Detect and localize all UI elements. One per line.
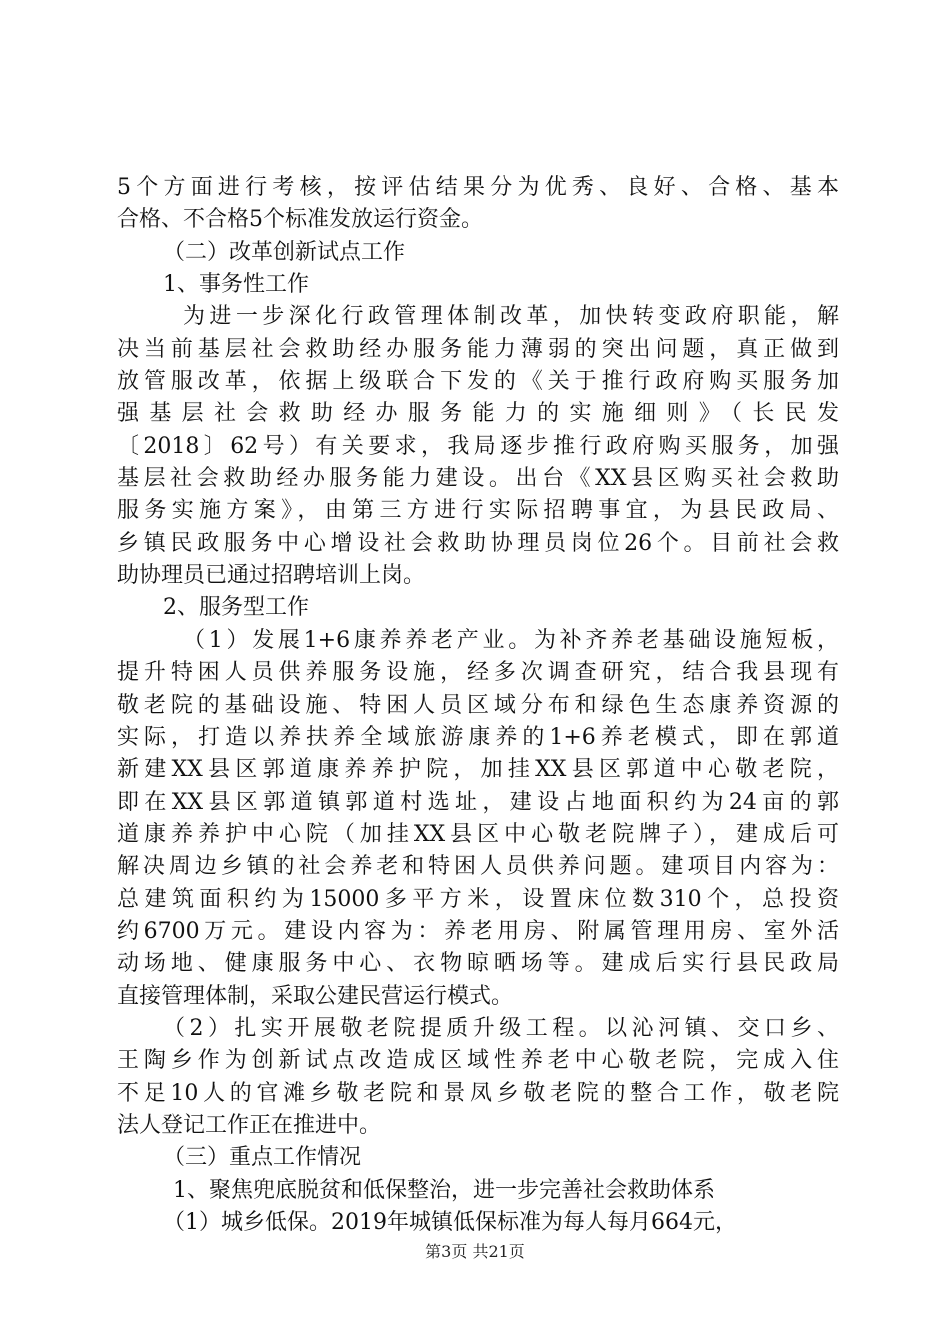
text-line: 动场地、健康服务中心、衣物晾晒场等。建成后实行县民政局 — [117, 951, 839, 977]
text-line: 助协理员已通过招聘培训上岗。 — [117, 563, 426, 589]
text-line: 总建筑面积约为15000多平方米，设置床位数310个，总投资 — [117, 886, 839, 912]
document-body — [117, 172, 839, 1239]
text-line: 不足10人的官滩乡敬老院和景凤乡敬老院的整合工作，敬老院 — [117, 1080, 839, 1106]
text-line: 法人登记工作正在推进中。 — [117, 1112, 382, 1138]
text-line: （2）扎实开展敬老院提质升级工程。以沁河镇、交口乡、 — [163, 1015, 839, 1041]
text-line: 决当前基层社会救助经办服务能力薄弱的突出问题，真正做到 — [117, 336, 839, 362]
text-line: （1）城乡低保。2019年城镇低保标准为每人每月664元， — [163, 1210, 737, 1235]
text-line: 基层社会救助经办服务能力建设。出台《XX县区购买社会救助 — [117, 466, 839, 492]
text-line: 合格、不合格5个标准发放运行资金。 — [117, 207, 483, 233]
section-heading: （三）重点工作情况 — [163, 1145, 362, 1171]
text-line: 〔2018〕62号）有关要求，我局逐步推行政府购买服务，加强 — [117, 433, 839, 459]
text-line: 道康养养护中心院（加挂XX县区中心敬老院牌子），建成后可 — [117, 821, 839, 847]
text-line: 约6700万元。建设内容为：养老用房、附属管理用房、室外活 — [117, 918, 839, 944]
text-line: 乡镇民政服务中心增设社会救助协理员岗位26个。目前社会救 — [117, 530, 839, 556]
subsection-heading: 1、事务性工作 — [163, 272, 309, 298]
subsection-heading: 2、服务型工作 — [163, 595, 309, 621]
subsection-heading: 1、聚焦兜底脱贫和低保整治，进一步完善社会救助体系 — [173, 1177, 715, 1203]
text-line: 提升特困人员供养服务设施，经多次调查研究，结合我县现有 — [117, 660, 839, 686]
text-line: （1）发展1+6康养养老产业。为补齐养老基础设施短板， — [183, 627, 839, 653]
section-heading: （二）改革创新试点工作 — [163, 239, 406, 265]
text-line: 解决周边乡镇的社会养老和特困人员供养问题。建项目内容为： — [117, 854, 839, 880]
text-line: 直接管理体制，采取公建民营运行模式。 — [117, 983, 514, 1009]
text-line: 王陶乡作为创新试点改造成区域性养老中心敬老院，完成入住 — [117, 1048, 839, 1074]
text-line: 即在XX县区郭道镇郭道村选址，建设占地面积约为24亩的郭 — [117, 789, 839, 815]
text-line: 新建XX县区郭道康养养护院，加挂XX县区郭道中心敬老院， — [117, 757, 839, 783]
text-line: 服务实施方案》，由第三方进行实际招聘事宜，为县民政局、 — [117, 498, 839, 524]
text-line: 强基层社会救助经办服务能力的实施细则》（长民发 — [117, 401, 839, 427]
text-line: 为进一步深化行政管理体制改革，加快转变政府职能，解 — [183, 304, 839, 330]
text-line: 实际，打造以养扶养全域旅游康养的1+6养老模式，即在郭道 — [117, 724, 839, 750]
text-line: 放管服改革，依据上级联合下发的《关于推行政府购买服务加 — [117, 369, 839, 395]
text-line: 5个方面进行考核，按评估结果分为优秀、良好、合格、基本 — [117, 175, 839, 200]
page-number-footer: 第3页 共21页 — [425, 1242, 525, 1261]
text-line: 敬老院的基础设施、特困人员区域分布和绿色生态康养资源的 — [117, 692, 839, 718]
